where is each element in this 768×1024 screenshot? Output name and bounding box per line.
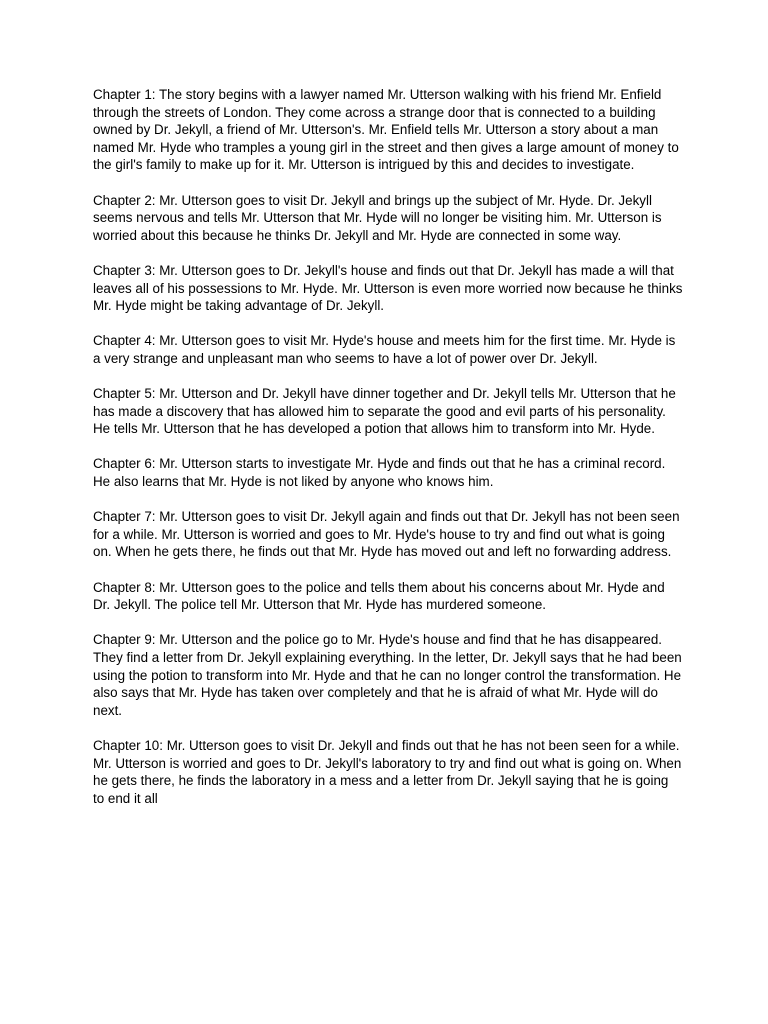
chapter-9-paragraph: Chapter 9: Mr. Utterson and the police go to Mr. Hyde's house and find that he has disappeared. They find a letter from Dr. Jekyll explaining everything. In the letter, Dr. Jekyll says that he had been using the potion to transform into Mr. Hyde and that he can no longer control the transformation. He also says that Mr. Hyde has taken over completely and that he is afraid of what Mr. Hyde will do next. bbox=[93, 632, 682, 718]
chapter-1-paragraph: Chapter 1: The story begins with a lawyer named Mr. Utterson walking with his friend Mr. Enfield through the streets of London. They come across a strange door that is connected to a building owned by Dr. Jekyll, a friend of Mr. Utterson's. Mr. Enfield tells Mr. Utterson a story about a man named Mr. Hyde who tramples a young girl in the street and then gives a large amount of money to the girl's family to make up for it. Mr. Utterson is intrigued by this and decides to investigate. bbox=[93, 87, 679, 173]
chapter-5-paragraph: Chapter 5: Mr. Utterson and Dr. Jekyll have dinner together and Dr. Jekyll tells Mr. Utterson that he has made a discovery that has allowed him to separate the good and evil parts of his personality. He tells Mr. Utterson that he has developed a potion that allows him to transform into Mr. Hyde. bbox=[93, 386, 676, 437]
chapter-2-paragraph: Chapter 2: Mr. Utterson goes to visit Dr. Jekyll and brings up the subject of Mr. Hyde. Dr. Jekyll seems nervous and tells Mr. Utterson that Mr. Hyde will no longer be visiting him. Mr. Utterson is worried about this because he thinks Dr. Jekyll and Mr. Hyde are connected in some way. bbox=[93, 192, 662, 243]
document-body bbox=[93, 86, 683, 825]
chapter-3-paragraph: Chapter 3: Mr. Utterson goes to Dr. Jekyll's house and finds out that Dr. Jekyll has made a will that leaves all of his possessions to Mr. Hyde. Mr. Utterson is even more worried now because he thinks Mr. Hyde might be taking advantage of Dr. Jekyll. bbox=[93, 262, 683, 314]
chapter-10-paragraph: Chapter 10: Mr. Utterson goes to visit Dr. Jekyll and finds out that he has not been seen for a while. Mr. Utterson is worried and goes to Dr. Jekyll's laboratory to try and find out what is going on. When he gets there, he finds the laboratory in a mess and a letter from Dr. Jekyll saying that he is going to end it all bbox=[93, 737, 682, 806]
chapter-4-paragraph: Chapter 4: Mr. Utterson goes to visit Mr. Hyde's house and meets him for the first time. Mr. Hyde is a very strange and unpleasant man who seems to have a lot of power over Dr. Jekyll. bbox=[93, 333, 676, 366]
chapter-8-paragraph: Chapter 8: Mr. Utterson goes to the police and tells them about his concerns about Mr. Hyde and Dr. Jekyll. The police tell Mr. Utterson that Mr. Hyde has murdered someone. bbox=[93, 579, 665, 613]
chapter-6-paragraph: Chapter 6: Mr. Utterson starts to investigate Mr. Hyde and finds out that he has a criminal record. He also learns that Mr. Hyde is not liked by anyone who knows him. bbox=[93, 456, 666, 490]
chapter-7-paragraph: Chapter 7: Mr. Utterson goes to visit Dr. Jekyll again and finds out that Dr. Jekyll has not been seen for a while. Mr. Utterson is worried and goes to Mr. Hyde's house to try and find out what is going on. When he gets there, he finds out that Mr. Hyde has moved out and left no forwarding address. bbox=[93, 509, 680, 560]
